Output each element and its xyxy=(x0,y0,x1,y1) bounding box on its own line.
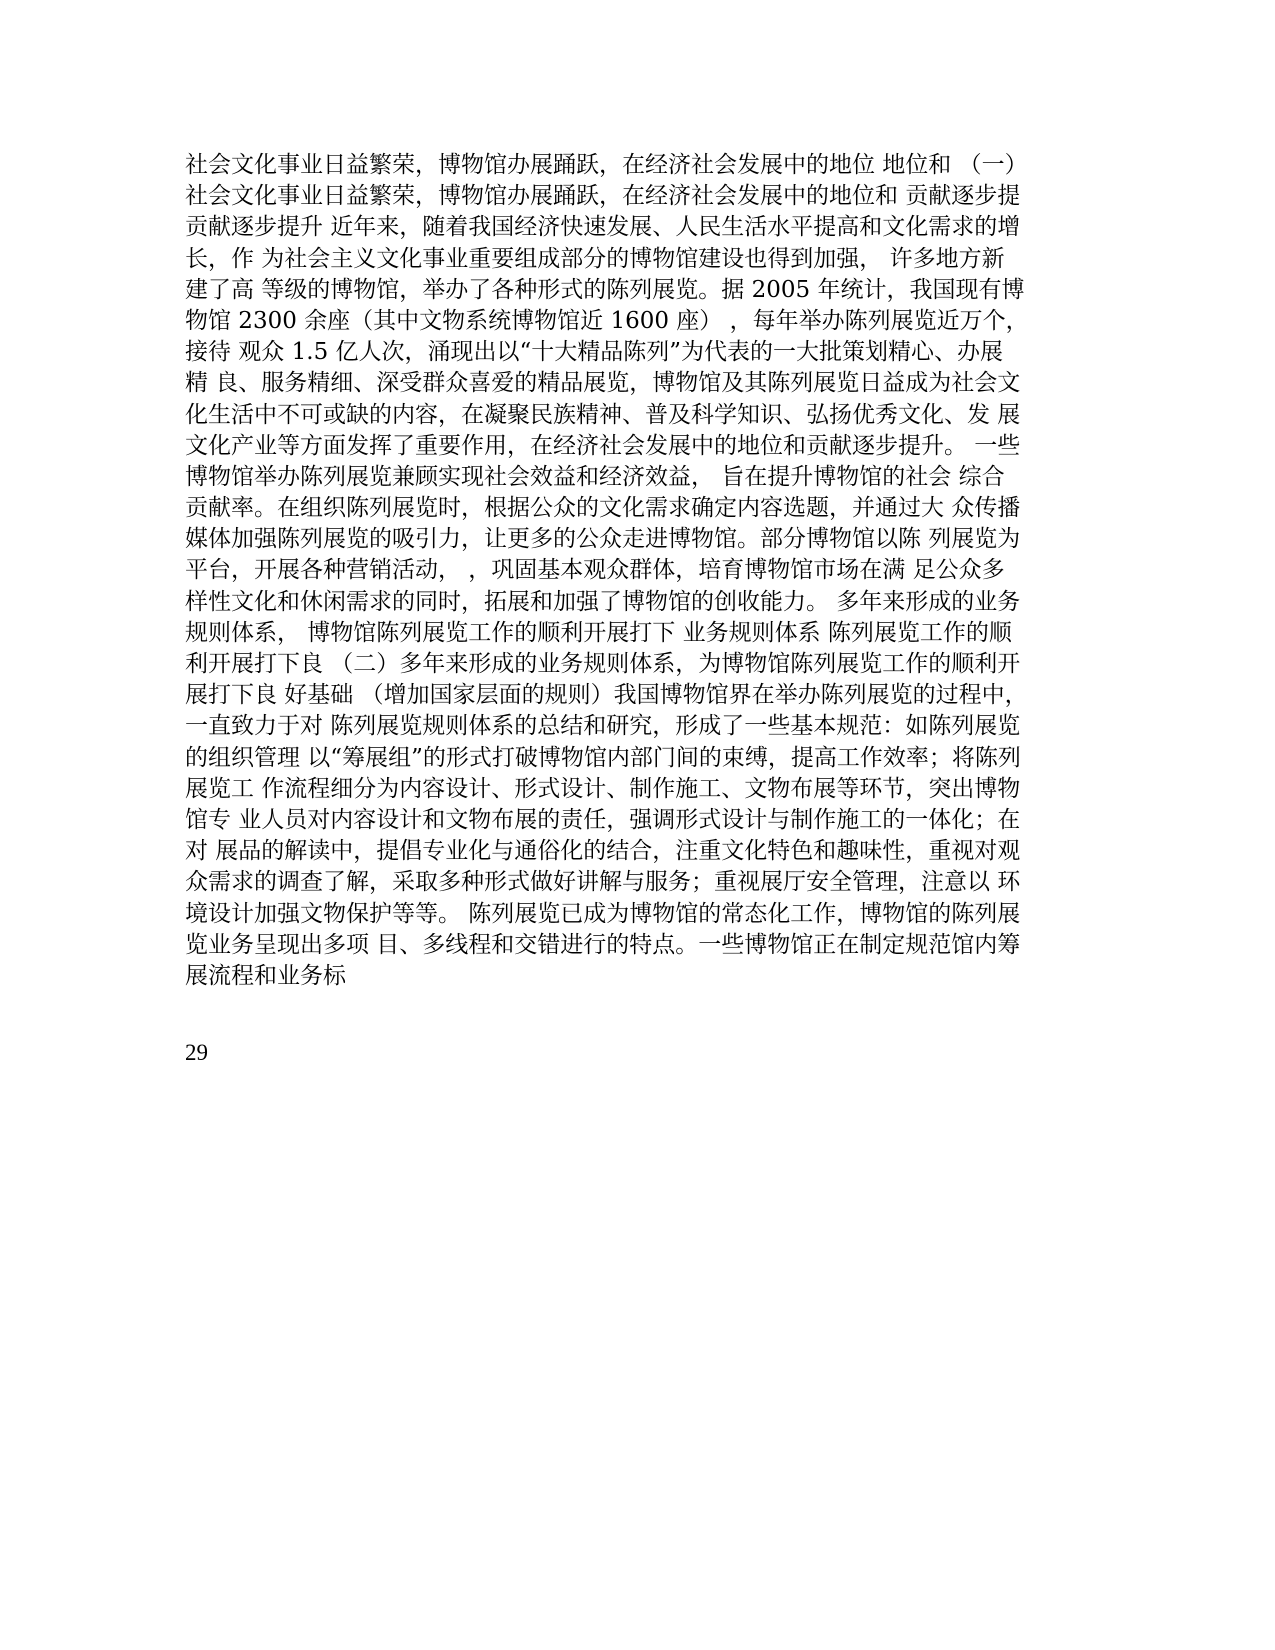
text-line: 平台，开展各种营销活动， ，巩固基本观众群体，培育博物馆市场在满 足公众多 xyxy=(185,557,1005,584)
text-line: 境设计加强文物保护等等。 陈列展览已成为博物馆的常态化工作，博物馆的陈列展 xyxy=(185,900,1021,927)
text-line: 馆专 业人员对内容设计和文物布展的责任，强调形式设计与制作施工的一体化；在 xyxy=(185,806,1021,833)
text-line: 览业务呈现出多项 目、多线程和交错进行的特点。一些博物馆正在制定规范馆内筹 xyxy=(185,931,1021,958)
text-line: 展打下良 好基础 （增加国家层面的规则）我国博物馆界在举办陈列展览的过程中， xyxy=(185,682,1028,709)
text-line: 众需求的调查了解，采取多种形式做好讲解与服务；重视展厅安全管理，注意以 环 xyxy=(185,869,1021,896)
text-line: 社会文化事业日益繁荣，博物馆办展踊跃，在经济社会发展中的地位 地位和 （一） xyxy=(185,152,1028,178)
text-line: 对 展品的解读中，提倡专业化与通俗化的结合，注重文化特色和趣味性，重视对观 xyxy=(185,838,1021,865)
text-line: 的组织管理 以“筹展组”的形式打破博物馆内部门间的束缚，提高工作效率；将陈列 xyxy=(185,744,1021,771)
text-line: 利开展打下良 （二）多年来形成的业务规则体系，为博物馆陈列展览工作的顺利开 xyxy=(185,651,1021,677)
text-line: 一直致力于对 陈列展览规则体系的总结和研究，形成了一些基本规范：如陈列展览 xyxy=(185,713,1021,740)
text-line: 精 良、服务精细、深受群众喜爱的精品展览，博物馆及其陈列展览日益成为社会文 xyxy=(185,370,1021,397)
text-line: 博物馆举办陈列展览兼顾实现社会效益和经济效益， 旨在提升博物馆的社会 综合 xyxy=(185,463,1005,490)
text-line: 接待 观众 1.5 亿人次，涌现出以“十大精品陈列”为代表的一大批策划精心、办展 xyxy=(185,339,1004,366)
text-line: 样性文化和休闲需求的同时，拓展和加强了博物馆的创收能力。 多年来形成的业务 xyxy=(185,588,1021,615)
body-text xyxy=(185,150,1090,992)
text-line: 贡献率。在组织陈列展览时，根据公众的文化需求确定内容选题，并通过大 众传播 xyxy=(185,495,1021,522)
text-line: 长，作 为社会主义文化事业重要组成部分的博物馆建设也得到加强， 许多地方新 xyxy=(185,245,1005,272)
text-line: 媒体加强陈列展览的吸引力，让更多的公众走进博物馆。部分博物馆以陈 列展览为 xyxy=(185,526,1021,553)
text-line: 贡献逐步提升 近年来，随着我国经济快速发展、人民生活水平提高和文化需求的增 xyxy=(185,214,1021,241)
page-number: 29 xyxy=(185,1040,208,1065)
text-line: 展流程和业务标 xyxy=(185,962,346,989)
text-line: 规则体系， 博物馆陈列展览工作的顺利开展打下 业务规则体系 陈列展览工作的顺 xyxy=(185,619,1012,646)
text-line: 展览工 作流程细分为内容设计、形式设计、制作施工、文物布展等环节，突出博物 xyxy=(185,775,1021,802)
text-line: 建了高 等级的博物馆，举办了各种形式的陈列展览。据 2005 年统计，我国现有博 xyxy=(185,276,1025,303)
text-line: 物馆 2300 余座（其中文物系统博物馆近 1600 座） ，每年举办陈列展览近万个， xyxy=(185,307,1029,334)
text-line: 社会文化事业日益繁荣，博物馆办展踊跃，在经济社会发展中的地位和 贡献逐步提 xyxy=(185,183,1021,210)
text-line: 化生活中不可或缺的内容，在凝聚民族精神、普及科学知识、弘扬优秀文化、发 展 xyxy=(185,401,1021,428)
text-line: 文化产业等方面发挥了重要作用，在经济社会发展中的地位和贡献逐步提升。 一些 xyxy=(185,432,1021,459)
